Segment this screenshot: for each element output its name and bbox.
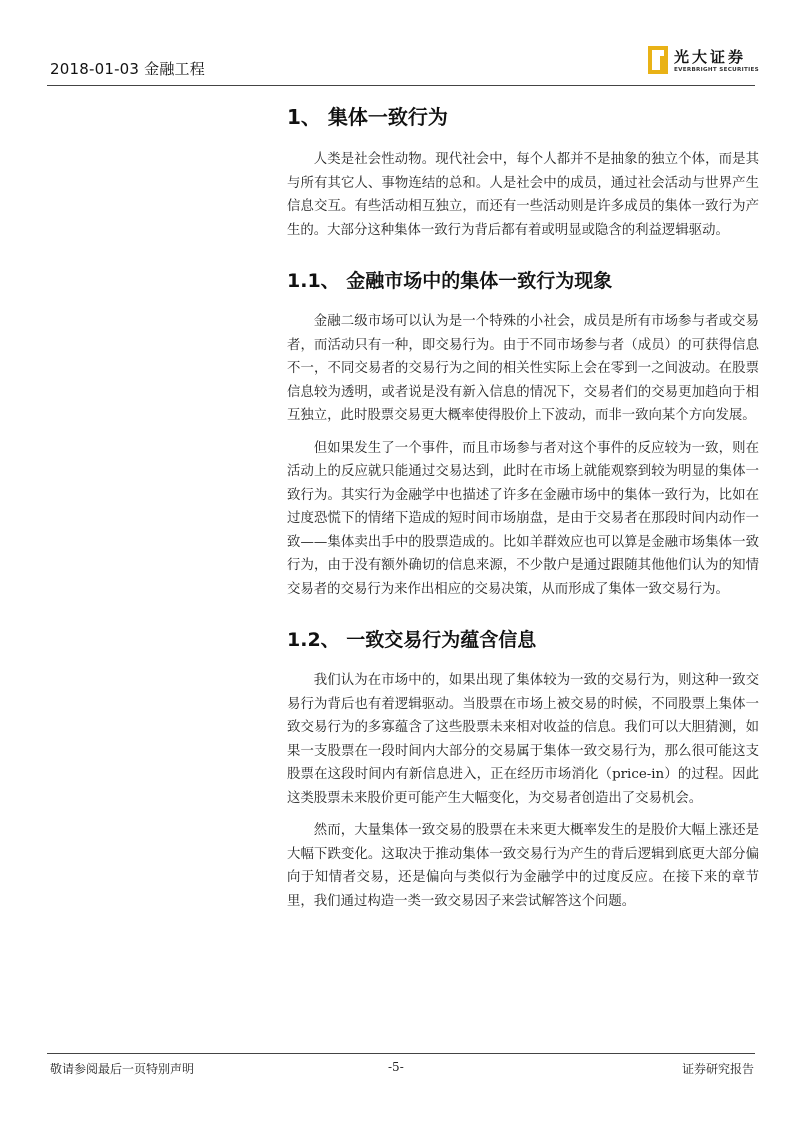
section-1-1-paragraph-1: 金融二级市场可以认为是一个特殊的小社会，成员是所有市场参与者或交易者，而活动只有一种，即交易行为。由于不同市场参与者（成员）的可获得信息不一，不同交易者的交易行为之间的相关性实际上会在零到一之间波动。在股票信息较为透明，或者说是没有新入信息的情况下，交易者们的交易更加趋向于相互独立，此时股票交易更大概率使得股价上下波动，而非一致向某个方向发展。 xyxy=(287,314,759,423)
section-1-paragraph-1: 人类是社会性动物。现代社会中，每个人都并不是抽象的独立个体，而是其与所有其它人、事物连结的总和。人是社会中的成员，通过社会活动与世界产生信息交互。有些活动相互独立，而还有一些活动则是许多成员的集体一致行为产生的。大部分这种集体一致行为背后都有着或明显或隐含的利益逻辑驱动。 xyxy=(287,152,759,238)
logo-name-en: EVERBRIGHT SECURITIES xyxy=(674,67,759,73)
company-logo xyxy=(648,44,758,78)
footer-divider xyxy=(47,1053,755,1054)
footer-disclaimer: 敬请参阅最后一页特别声明 xyxy=(50,1062,195,1076)
header-divider xyxy=(47,85,755,86)
report-body xyxy=(287,100,759,922)
section-1-2-paragraph-1: 我们认为在市场中的，如果出现了集体较为一致的交易行为，则这种一致交易行为背后也有着逻辑驱动。当股票在市场上被交易的时候，不同股票上集体一致交易行为的多寡蕴含了这些股票未来相对收益的信息。我们可以大胆猜测，如果一支股票在一段时间内大部分的交易属于集体一致交易行为，那么很可能这支股票在这段时间内有新信息进入，正在经历市场消化（price-in）的过程。因此这类股票未来股价更可能产生大幅变化，为交易者创造出了交易机会。 xyxy=(287,673,759,806)
footer-report-type: 证券研究报告 xyxy=(681,1062,754,1076)
section-1-1-paragraph-2: 但如果发生了一个事件，而且市场参与者对这个事件的反应较为一致，则在活动上的反应就只能通过交易达到，此时在市场上就能观察到较为明显的集体一致行为。其实行为金融学中也描述了许多在金融市场中的集体一致行为，比如在过度恐慌下的情绪下造成的短时间市场崩盘，是由于交易者在那段时间内动作一致——集体卖出手中的股票造成的。比如羊群效应也可以算是金融市场集体一致行为，由于没有额外确切的信息来源，不少散户是通过跟随其他他们认为的知情交易者的交易行为来作出相应的交易决策，从而形成了集体一致交易行为。 xyxy=(287,440,759,597)
section-heading-1-1: 1.1、 金融市场中的集体一致行为现象 xyxy=(287,270,613,292)
logo-mark-icon xyxy=(648,46,668,74)
header-date-section: 2018-01-03 金融工程 xyxy=(50,60,205,78)
section-heading-1: 1、 集体一致行为 xyxy=(287,105,448,129)
logo-name-cn: 光大证券 xyxy=(674,48,747,66)
page-number: -5- xyxy=(388,1060,404,1074)
section-1-2-paragraph-2: 然而，大量集体一致交易的股票在未来更大概率发生的是股价大幅上涨还是大幅下跌变化。这取决于推动集体一致交易行为产生的背后逻辑到底更大部分偏向于知情者交易，还是偏向与类似行为金融学中的过度反应。在接下来的章节里，我们通过构造一类一致交易因子来尝试解答这个问题。 xyxy=(287,823,759,909)
section-heading-1-2: 1.2、 一致交易行为蕴含信息 xyxy=(287,629,537,651)
